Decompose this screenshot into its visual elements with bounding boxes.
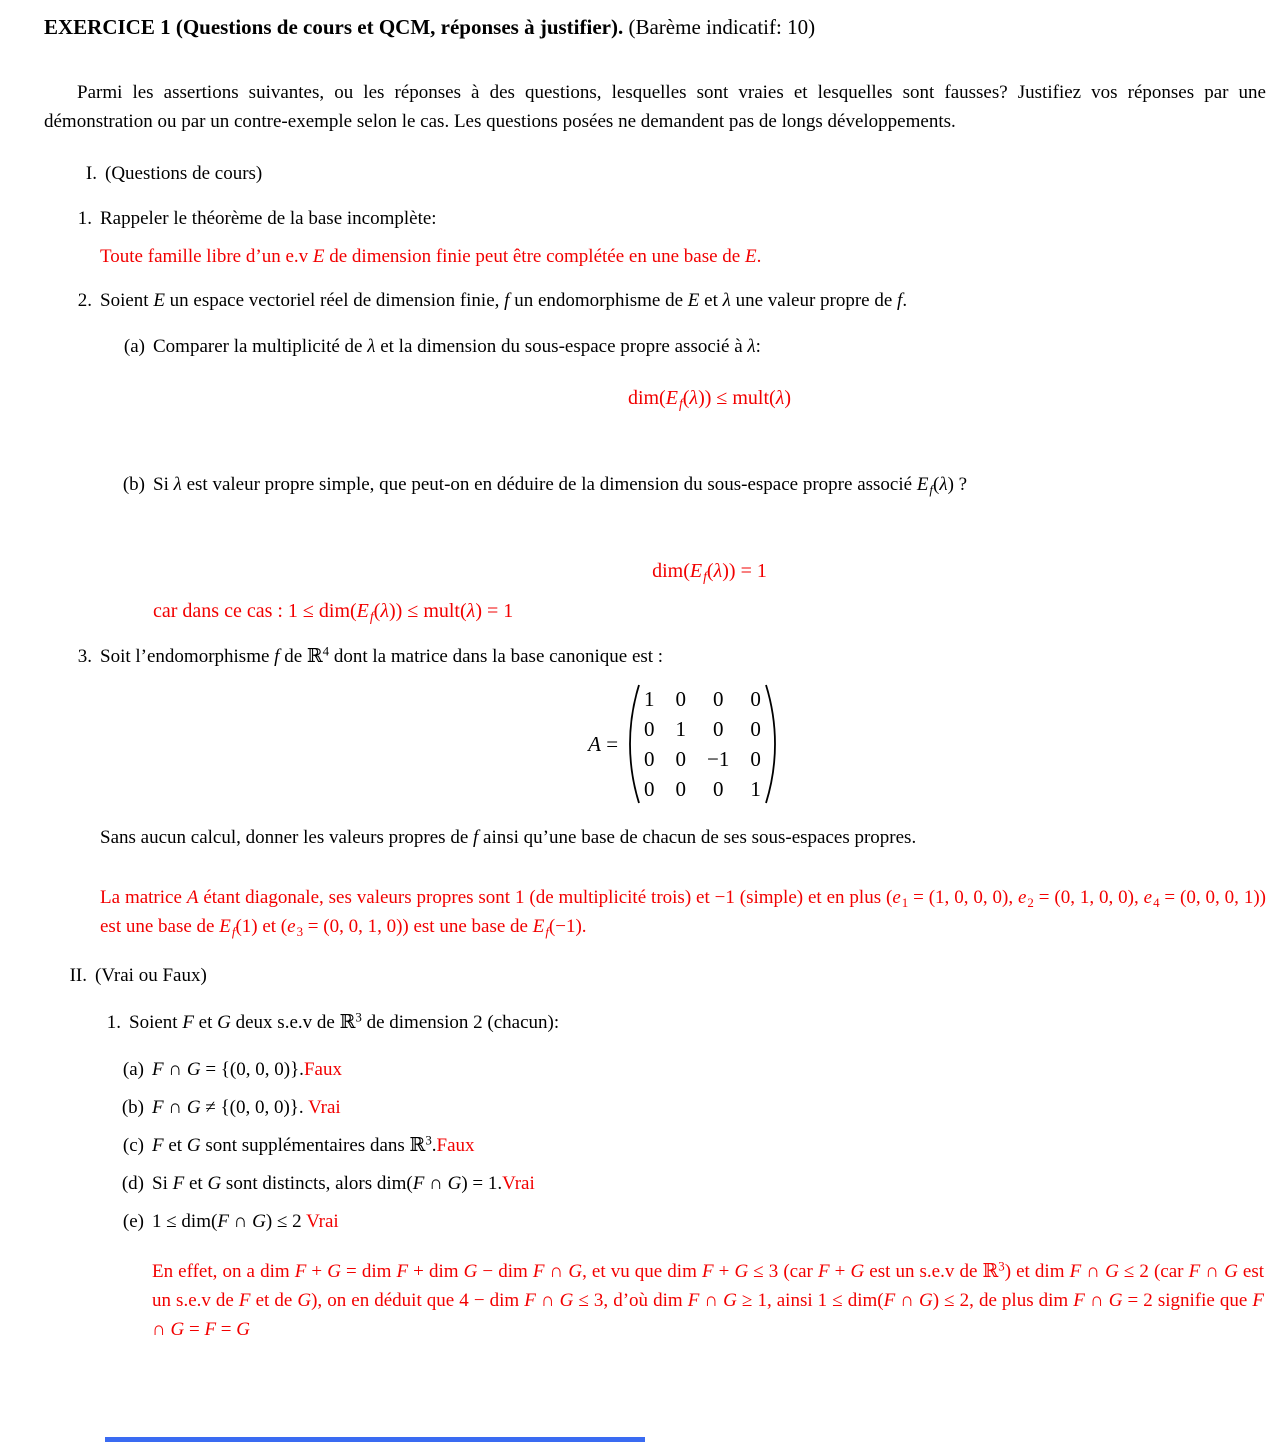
matrix-cell: 0 (644, 746, 655, 771)
tf-item-a-text: F ∩ G = {(0, 0, 0)}.Faux (152, 1059, 342, 1080)
matrix-cell: 0 (675, 686, 687, 711)
question-3-label: 3. (77, 646, 92, 667)
matrix-cell: 1 (644, 686, 655, 711)
matrix-cell: 0 (750, 686, 761, 711)
matrix-cell: 0 (712, 686, 724, 711)
question-1 (44, 204, 1266, 271)
question-1-text: Rappeler le théorème de la base incomplète: (100, 208, 437, 229)
tf-item-c (111, 1131, 1266, 1160)
matrix-cell: 0 (712, 776, 724, 801)
question-2b-text: Si λ est valeur propre simple, que peut-on en déduire de la dimension du sous-espace propre associé $E_f(\lambda)$ ? (153, 474, 968, 497)
section-I-heading (44, 159, 1266, 188)
question-3-content (100, 642, 1266, 941)
question-3-followup: Sans aucun calcul, donner les valeurs propres de f ainsi qu’une base de chacun de ses sous-espaces propres. (100, 827, 917, 848)
intro-paragraph: Parmi les assertions suivantes, ou les réponses à des questions, lesquelles sont vraies et lesquelles sont fausses? Justifiez vos réponses par une démonstration ou par un contre-exemple selon le cas. Les questions posées ne demandent pas de longs développements. (44, 82, 1266, 132)
matrix-cell: 0 (750, 746, 761, 771)
matrix-cell: 0 (675, 746, 687, 771)
matrix-cell: 0 (750, 716, 761, 741)
section-II-label: II. (69, 965, 87, 986)
tf-item-d-label: (d) (121, 1173, 144, 1194)
formula-dim-leq-mult: $dim(E_f(\lambda))$ ≤ mult(λ) (627, 387, 792, 411)
question-2-label: 2. (77, 290, 92, 311)
tf-item-d (111, 1169, 1266, 1198)
matrix-equation (588, 683, 778, 805)
question-3 (44, 642, 1266, 941)
section-II-heading (35, 961, 1266, 990)
formula-note: car dans ce cas : $1 \le dim(E_f(\lambda))$ ≤ mult(λ) = 1 (153, 600, 514, 624)
tf-question-1-text: Soient F et G deux s.e.v de ℝ$^3$ de dimension 2 (chacun): (129, 1009, 560, 1033)
section-questions-de-cours (44, 159, 1266, 941)
question-1-label: 1. (77, 208, 92, 229)
tf-justification: En effet, on a dim F + G = dim F + dim G − dim F ∩ G, et vu que dim F + G ≤ 3 (car F + G est un s.e.v de ℝ$^3$) et dim F ∩ G ≤ 2 (car F ∩ G est un s.e.v de F et de G), on en déduit que 4 − dim F ∩ G ≤ 3, d’où dim F ∩ G ≥ 1, ainsi 1 ≤ dim(F ∩ G) ≤ 2, de plus dim F ∩ G = 2 signifie que F ∩ G = F = G (152, 1258, 1264, 1340)
question-2b-label: (b) (122, 474, 145, 495)
matrix-cell: 1 (750, 776, 761, 801)
question-2a-text: Comparer la multiplicité de λ et la dimension du sous-espace propre associé à λ: (153, 336, 761, 357)
matrix-cell: 1 (675, 716, 687, 741)
question-1-content (100, 204, 1266, 271)
matrix-grid (641, 687, 764, 802)
matrix-display (100, 683, 1266, 805)
tf-item-e-text: 1 ≤ dim(F ∩ G) ≤ 2 Vrai (152, 1211, 339, 1232)
tf-item-a (111, 1055, 1266, 1084)
question-3-text: Soit l’endomorphisme f de ℝ$^4$ dont la matrice dans la base canonique est : (100, 643, 664, 667)
section-I-title: (Questions de cours) (105, 163, 263, 184)
matrix-cell: −1 (707, 746, 730, 771)
question-2-content (100, 286, 1266, 626)
section-I-label: I. (85, 163, 97, 184)
question-3-answer: La matrice A étant diagonale, ses valeurs propres sont 1 (de multiplicité trois) et −1 (simple) et en plus ($e_1 = (1$, 0, 0, 0), $e_2 = (0$, 1, 0, 0), $e_4 = (0$, 0, 0, 1)) est une base de $E_f(1)$ et ($e_3 = (0$, 0, 1, 0)) est une base de $E_f(-1)$. (100, 887, 1266, 939)
question-2a-label: (a) (123, 336, 145, 357)
exercise-title: EXERCICE 1 (Questions de cours et QCM, réponses à justifier). (Barème indicatif: 10) (44, 15, 816, 39)
tf-question-1-content (129, 1008, 1266, 1037)
tf-item-b (111, 1093, 1266, 1122)
tf-item-b-label: (b) (121, 1097, 144, 1118)
clipped-blue-rule (105, 1437, 645, 1442)
tf-item-e-label: (e) (122, 1211, 144, 1232)
question-2a-content (153, 332, 1266, 470)
matrix-cell: 0 (712, 716, 724, 741)
section-vrai-ou-faux (44, 961, 1266, 1344)
formula-dim-eq-1: $dim(E_f(\lambda)) = 1$ (652, 560, 767, 584)
tf-question-1-label: 1. (106, 1012, 121, 1033)
question-2-text: Soient E un espace vectoriel réel de dimension finie, f un endomorphisme de E et λ une valeur propre de f. (100, 290, 908, 311)
matrix-cell: 0 (644, 776, 655, 801)
question-2b-content (153, 470, 1266, 626)
tf-question-1 (44, 1008, 1266, 1037)
matrix-lhs: A = (588, 731, 619, 756)
section-II-title: (Vrai ou Faux) (95, 965, 207, 986)
tf-item-a-label: (a) (122, 1059, 144, 1080)
matrix-cell: 0 (644, 716, 655, 741)
question-1-answer: Toute famille libre d’un e.v E de dimension finie peut être complétée en une base de E. (100, 246, 762, 267)
question-2 (44, 286, 1266, 626)
tf-item-b-text: F ∩ G ≠ {(0, 0, 0)}. Vrai (152, 1097, 341, 1118)
tf-item-c-text: F et G sont supplémentaires dans ℝ$^3$.Faux (152, 1132, 475, 1156)
matrix-right-paren-icon (764, 683, 778, 805)
tf-item-c-label: (c) (122, 1135, 144, 1156)
tf-item-d-text: Si F et G sont distincts, alors dim(F ∩ G) = 1.Vrai (152, 1173, 535, 1194)
matrix-left-paren-icon (627, 683, 641, 805)
question-2a (110, 332, 1266, 470)
matrix-cell: 0 (675, 776, 687, 801)
question-2b (110, 470, 1266, 626)
tf-item-e (111, 1207, 1266, 1236)
